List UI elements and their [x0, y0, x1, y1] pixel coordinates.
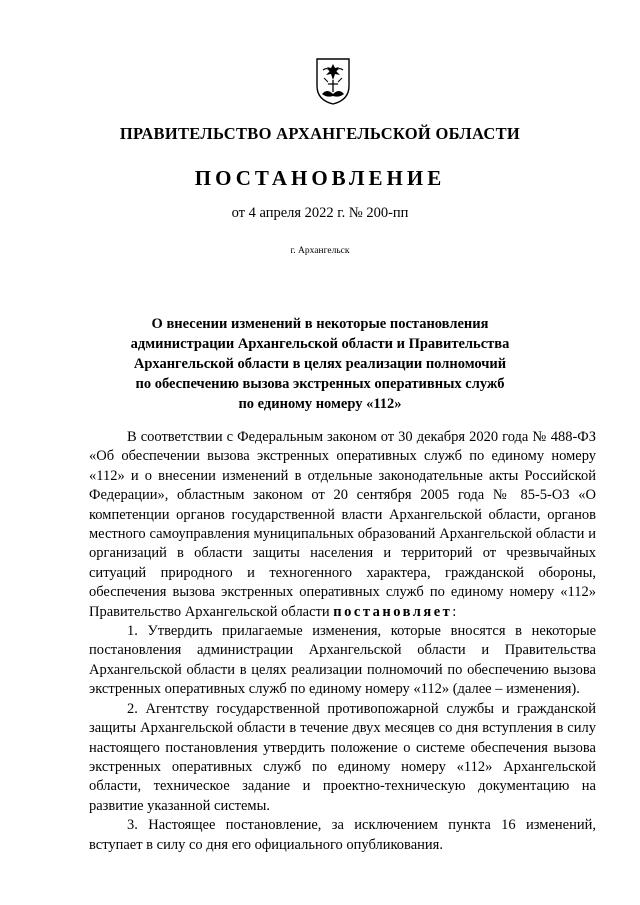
coat-of-arms-icon	[314, 56, 352, 106]
preamble-text: В соответствии с Федеральным законом от 30 декабря 2020 года № 488-ФЗ «Об обеспечении вызова экстренных оперативных служб по единому номеру «112» и о внесении изменений в отдельные законодательные акты Российской Федерации», областным законом от 20 сентября 2005 года № 85-5-ОЗ «О компетенции органов государственной власти Архангельской области, органов местного самоуправления муниципальных образований Архангельской области и организаций в области защиты населения и территорий от чрезвычайных ситуаций природного и техногенного характера, гражданской обороны, обеспечения вызова экстренных оперативных служб по единому номеру «112» Правительство Архангельской области	[89, 429, 596, 620]
resolves-colon: :	[452, 603, 457, 620]
preamble-paragraph	[89, 428, 596, 622]
paragraph-item-1: 1. Утвердить прилагаемые изменения, которые вносятся в некоторые постановления администрации Архангельской области и Правительства Архангельской области в целях реализации полномочий по обеспечению вызова экстренных оперативных служб по единому номеру «112» (далее – изменения).	[89, 623, 596, 698]
document-type: ПОСТАНОВЛЕНИЕ	[194, 166, 446, 190]
city: г. Архангельск	[290, 246, 350, 256]
document-body	[89, 428, 596, 855]
resolves-keyword: постановляет	[333, 603, 453, 620]
document-title	[100, 314, 540, 414]
title-line: администрации Архангельской области и Правительства	[130, 336, 510, 352]
paragraph-item-3: 3. Настоящее постановление, за исключением пункта 16 изменений, вступает в силу со дня его официального опубликования.	[89, 817, 596, 853]
paragraph-item-2: 2. Агентству государственной противопожарной службы и гражданской защиты Архангельской области в течение двух месяцев со дня вступления в силу настоящего постановления утвердить положение о системе обеспечения вызова экстренных оперативных служб по единому номеру «112» Архангельской области, техническое задание и проектно-техническую документацию на развитие указанной системы.	[89, 700, 596, 814]
date-and-number: от 4 апреля 2022 г. № 200-пп	[231, 205, 409, 221]
title-line: по обеспечению вызова экстренных оперативных служб	[135, 376, 505, 392]
title-line: по единому номеру «112»	[238, 396, 402, 412]
title-line: О внесении изменений в некоторые постановления	[151, 316, 489, 332]
title-line: Архангельской области в целях реализации полномочий	[133, 356, 507, 372]
government-name: ПРАВИТЕЛЬСТВО АРХАНГЕЛЬСКОЙ ОБЛАСТИ	[119, 124, 521, 143]
